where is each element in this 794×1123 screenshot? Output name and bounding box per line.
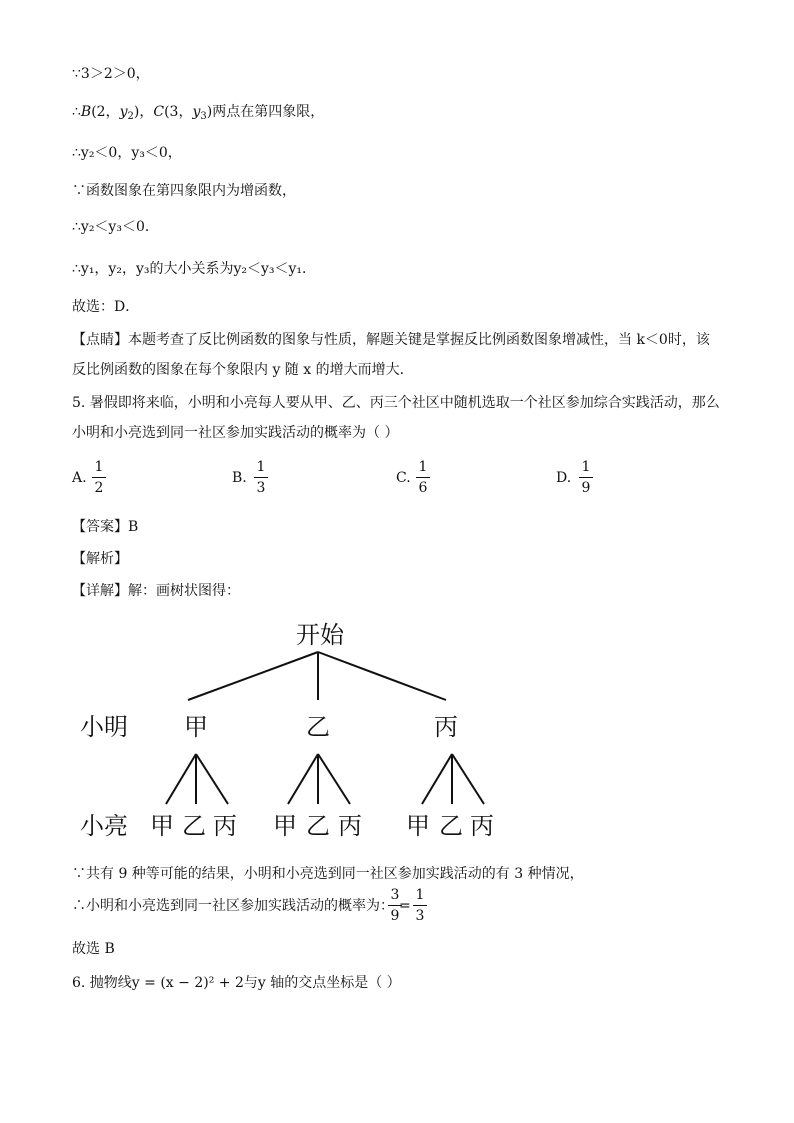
result-count-line: ∵共有 9 种等可能的结果，小明和小亮选到同一社区参加实践活动的有 3 种情况，: [72, 866, 584, 882]
row-label-xiaoliang: 小亮: [80, 812, 128, 840]
point-c-args: (3，: [164, 104, 193, 120]
numerator: 1: [418, 459, 428, 475]
edge-root-jia: [188, 652, 318, 700]
analysis-heading: 【解析】: [72, 551, 128, 567]
comment-line-1: 【点睛】本题考查了反比例函数的图象与性质，解题关键是掌握反比例函数图象增减性，当 k＜0时，该: [72, 332, 710, 348]
equals-sign: =: [399, 898, 411, 914]
numerator: 1: [415, 887, 425, 903]
line-inequality: ∴y₂＜y₃＜0．: [72, 219, 159, 235]
leaf-bing-2: 丙: [338, 812, 362, 840]
var-y: y: [192, 104, 201, 120]
denominator: 3: [256, 480, 266, 496]
point-b: B: [80, 104, 92, 120]
denominator: 6: [418, 480, 428, 496]
option-c-label: C.: [396, 470, 411, 486]
comment-line-2: 反比例函数的图象在每个象限内 y 随 x 的增大而增大．: [72, 362, 414, 378]
denominator: 9: [390, 908, 400, 924]
option-d-fraction: [579, 458, 593, 497]
tree-root: 开始: [296, 621, 344, 649]
edge-root-bing: [318, 652, 446, 700]
denominator: 3: [415, 908, 425, 924]
leaf-jia-2: 甲: [273, 812, 297, 840]
point-b-args: (2，: [91, 104, 120, 120]
leaf-bing-1: 丙: [213, 812, 237, 840]
leaf-jia-3: 甲: [406, 812, 430, 840]
therefore-symbol: ∴: [72, 104, 81, 120]
leaf-yi-3: 乙: [439, 812, 463, 840]
row-label-xiaoming: 小明: [80, 713, 128, 741]
branch-bing: 丙: [434, 713, 458, 741]
option-b-label: B.: [232, 470, 247, 486]
option-d-label: D.: [556, 470, 572, 486]
numerator: 1: [256, 459, 266, 475]
leaf-jia-1: 甲: [150, 812, 174, 840]
line-choose-d: 故选：D．: [72, 299, 140, 315]
line-y-negative: ∴y₂＜0，y₃＜0，: [72, 145, 182, 161]
answer-line: 【答案】B: [72, 519, 139, 535]
probability-line: ∴小明和小亮选到同一社区参加实践活动的概率为：: [72, 898, 394, 914]
numerator: 1: [94, 459, 104, 475]
question-5-line-1: 5. 暑假即将来临，小明和小亮每人要从甲、乙、丙三个社区中随机选取一个社区参加综合实践活动，那么: [72, 395, 720, 411]
option-a-fraction: [92, 458, 106, 497]
option-a-label: A.: [72, 470, 87, 486]
detail-line: 【详解】解：画树状图得：: [72, 583, 240, 599]
leaf-yi-2: 乙: [306, 812, 330, 840]
line-increasing: ∵函数图象在第四象限内为增函数，: [72, 183, 296, 199]
tree-level1-edges: [188, 652, 446, 700]
question-6-line: 6. 抛物线y = (x − 2)² + 2与y 轴的交点坐标是（ ）: [72, 975, 401, 991]
line-points-quadrant: [72, 102, 324, 127]
line-relation: ∴y₁，y₂，y₃的大小关系为y₂＜y₃＜y₁．: [72, 261, 317, 277]
branch-yi: 乙: [306, 713, 330, 741]
option-b-fraction: [254, 458, 268, 497]
leaf-yi-1: 乙: [182, 812, 206, 840]
subscript: 2: [127, 111, 134, 122]
leaf-bing-3: 丙: [470, 812, 494, 840]
line-end: )两点在第四象限，: [206, 104, 325, 120]
tree-level2-edges: [166, 754, 484, 804]
denominator: 9: [581, 480, 591, 496]
tree-diagram: [0, 612, 794, 852]
point-c: C: [153, 104, 165, 120]
separator: )，: [133, 104, 154, 120]
numerator: 3: [390, 887, 400, 903]
branch-jia: 甲: [184, 713, 208, 741]
subscript: 3: [200, 111, 207, 122]
var-y: y: [119, 104, 128, 120]
choose-b-line: 故选 B: [72, 941, 115, 957]
denominator: 2: [94, 480, 104, 496]
numerator: 1: [581, 459, 591, 475]
question-5-line-2: 小明和小亮选到同一社区参加实践活动的概率为（ ）: [72, 425, 399, 441]
line-given: ∵3＞2＞0，: [72, 66, 150, 82]
fraction-1-3: [413, 886, 427, 925]
option-c-fraction: [416, 458, 430, 497]
